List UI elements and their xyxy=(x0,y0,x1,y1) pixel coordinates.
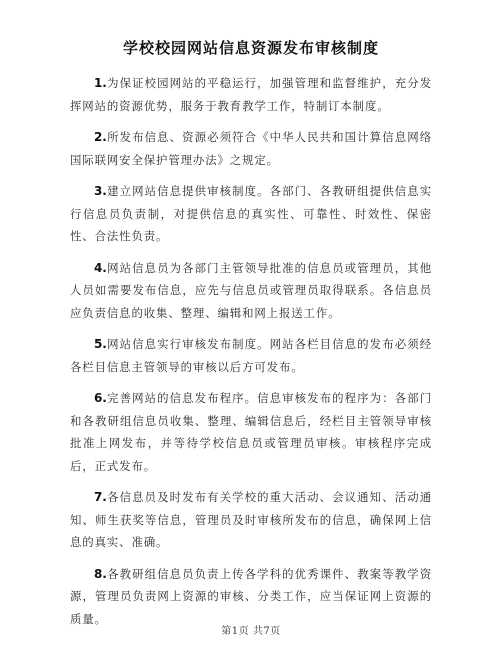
clause-text: 完善网站的信息发布程序。信息审核发布的程序为：各部门和各教研组信息员收集、整理、编辑信息后，经栏目主管领导审核批准上网发布，并等待学校信息员或管理员审核。审核程序完成后，正式发布。 xyxy=(70,391,432,473)
clause-7 xyxy=(70,486,432,554)
clause-6 xyxy=(70,387,432,477)
clause-number: 1. xyxy=(93,76,107,90)
clause-text: 所发布信息、资源必须符合《中华人民共和国计算信息网络国际联网安全保护管理办法》之规定。 xyxy=(70,130,432,167)
page-footer: 第1页 共7页 xyxy=(221,626,281,637)
clause-1 xyxy=(70,72,432,117)
clause-number: 4. xyxy=(93,260,107,275)
clause-text: 各信息员及时发布有关学校的重大活动、会议通知、活动通知、师生获奖等信息，管理员及时审核所发布的信息，确保网上信息的真实、准确。 xyxy=(70,490,432,549)
clause-list xyxy=(70,72,432,630)
clause-text: 网站信息实行审核发布制度。网站各栏目信息的发布必须经各栏目信息主管领导的审核以后方可发布。 xyxy=(70,337,432,374)
clause-number: 8. xyxy=(93,566,107,581)
clause-number: 6. xyxy=(93,391,107,405)
document-title: 学校校园网站信息资源发布审核制度 xyxy=(122,39,379,57)
clause-number: 5. xyxy=(93,337,107,351)
clause-text: 为保证校园网站的平稳运行，加强管理和监督维护，充分发挥网站的资源优势，服务于教育教学工作，特制订本制度。 xyxy=(70,76,432,113)
clause-text: 各教研组信息员负责上传各学科的优秀课件、教案等教学资源，管理员负责网上资源的审核、分类工作，应当保证网上资源的质量。 xyxy=(70,566,432,626)
clause-number: 3. xyxy=(93,184,107,198)
clause-number: 2. xyxy=(93,130,107,144)
clause-number: 7. xyxy=(93,490,107,504)
clause-3 xyxy=(70,180,432,248)
clause-8 xyxy=(70,563,432,631)
clause-2 xyxy=(70,126,432,171)
clause-4 xyxy=(70,257,432,325)
clause-text: 网站信息员为各部门主管领导批准的信息员或管理员，其他人员如需要发布信息，应先与信息员或管理员取得联系。各信息员应负责信息的收集、整理、编辑和网上报送工作。 xyxy=(70,260,432,320)
clause-text: 建立网站信息提供审核制度。各部门、各教研组提供信息实行信息员负责制，对提供信息的真实性、可靠性、时效性、保密性、合法性负责。 xyxy=(70,184,432,243)
clause-5 xyxy=(70,333,432,378)
